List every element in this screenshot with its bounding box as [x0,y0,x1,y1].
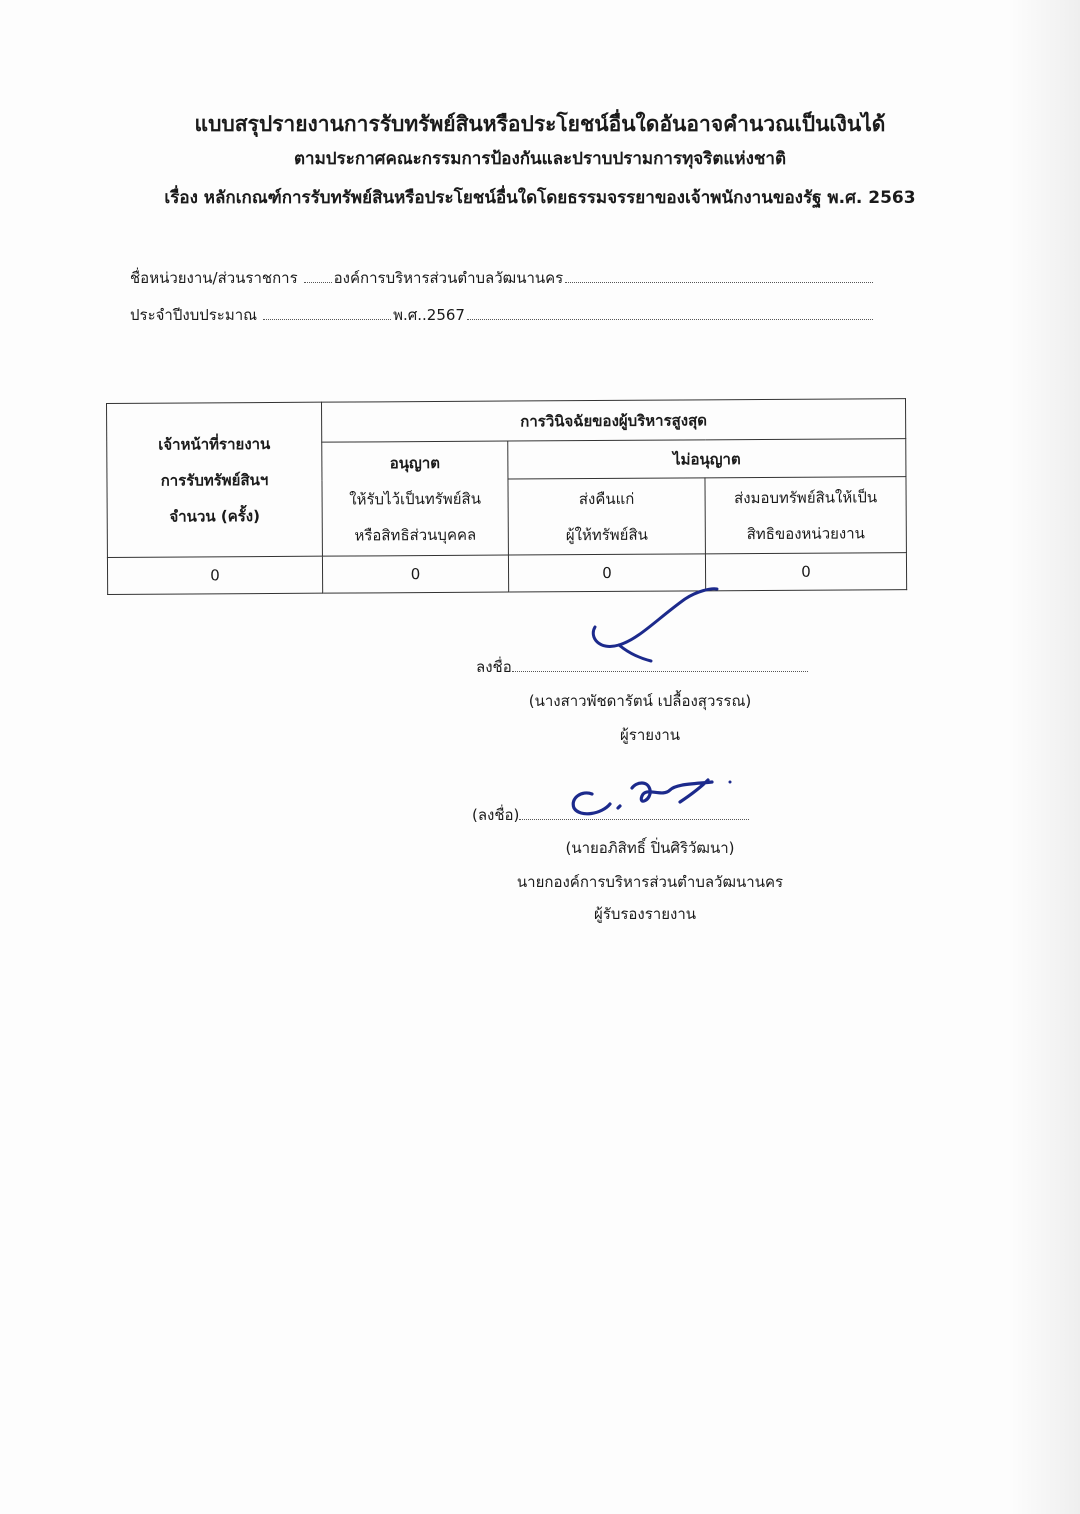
header-text: การรับทรัพย์สินฯ [160,470,269,490]
page-edge-shadow [1010,0,1080,1514]
header-text: ส่งมอบทรัพย์สินให้เป็น [734,487,878,507]
handover-value: 0 [705,553,906,591]
fiscal-year-label: ประจำปีงบประมาณ [130,306,258,324]
allowed-value: 0 [322,555,508,593]
not-allowed-header: ไม่อนุญาต [508,439,906,479]
decision-header: การวินิจฉัยของผู้บริหารสูงสุด [321,399,905,443]
dotted-leader [565,268,873,283]
header-text: หรือสิทธิส่วนบุคคล [354,525,477,544]
certifier-role: ผู้รับรองรายงาน [593,905,697,923]
document-subtitle: ตามประกาศคณะกรรมการป้องกันและปราบปรามการทุจริตแห่งชาติ [293,149,787,169]
fiscal-year-field [130,303,875,327]
header-text: ให้รับไว้เป็นทรัพย์สิน [349,489,481,509]
reporter-role: ผู้รายงาน [619,726,681,744]
certifier-position: นายกองค์การบริหารส่วนตำบลวัฒนานคร [516,873,784,891]
return-header [508,478,705,555]
header-text: อนุญาต [389,453,441,472]
fiscal-year-value: พ.ศ..2567 [393,306,465,324]
reporter-sign-line [476,655,808,679]
header-text: เจ้าหน้าที่รายงาน [158,434,271,454]
document-title: แบบสรุปรายงานการรับทรัพย์สินหรือประโยชน์อื่นใดอันอาจคำนวณเป็นเงินได้ [194,112,886,136]
reporter-count-header [107,402,323,557]
summary-table [106,398,907,595]
handover-header [705,477,906,554]
certifier-name: (นายอภิสิทธิ์ ปิ่นศิริวัฒนา) [565,839,735,857]
dotted-leader [263,305,391,320]
header-text: จำนวน (ครั้ง) [169,506,260,526]
reporter-count-value: 0 [107,556,322,594]
dotted-leader [467,305,873,320]
dotted-leader [304,268,332,283]
header-text: สิทธิของหน่วยงาน [746,523,865,543]
certifier-sign-line [472,803,749,827]
certifier-sign-label: (ลงชื่อ) [472,806,520,824]
reporter-name: (นางสาวพัชดารัตน์ เปลื้องสุวรรณ) [528,692,752,710]
header-text: ผู้ให้ทรัพย์สิน [565,525,648,544]
header-text: ส่งคืนแก่ [578,489,635,508]
dotted-leader [512,659,808,672]
allowed-header [322,441,509,556]
agency-value: องค์การบริหารส่วนตำบลวัฒนานคร [333,269,564,287]
agency-label: ชื่อหน่วยงาน/ส่วนราชการ [130,269,298,287]
reporter-sign-label: ลงชื่อ [476,658,512,676]
document-subject: เรื่อง หลักเกณฑ์การรับทรัพย์สินหรือประโยชน์อื่นใดโดยธรรมจรรยาของเจ้าพนักงานของรัฐ พ.ศ. 2563 [164,188,916,208]
return-value: 0 [508,554,705,592]
dotted-leader [519,807,749,820]
agency-field [130,266,875,290]
